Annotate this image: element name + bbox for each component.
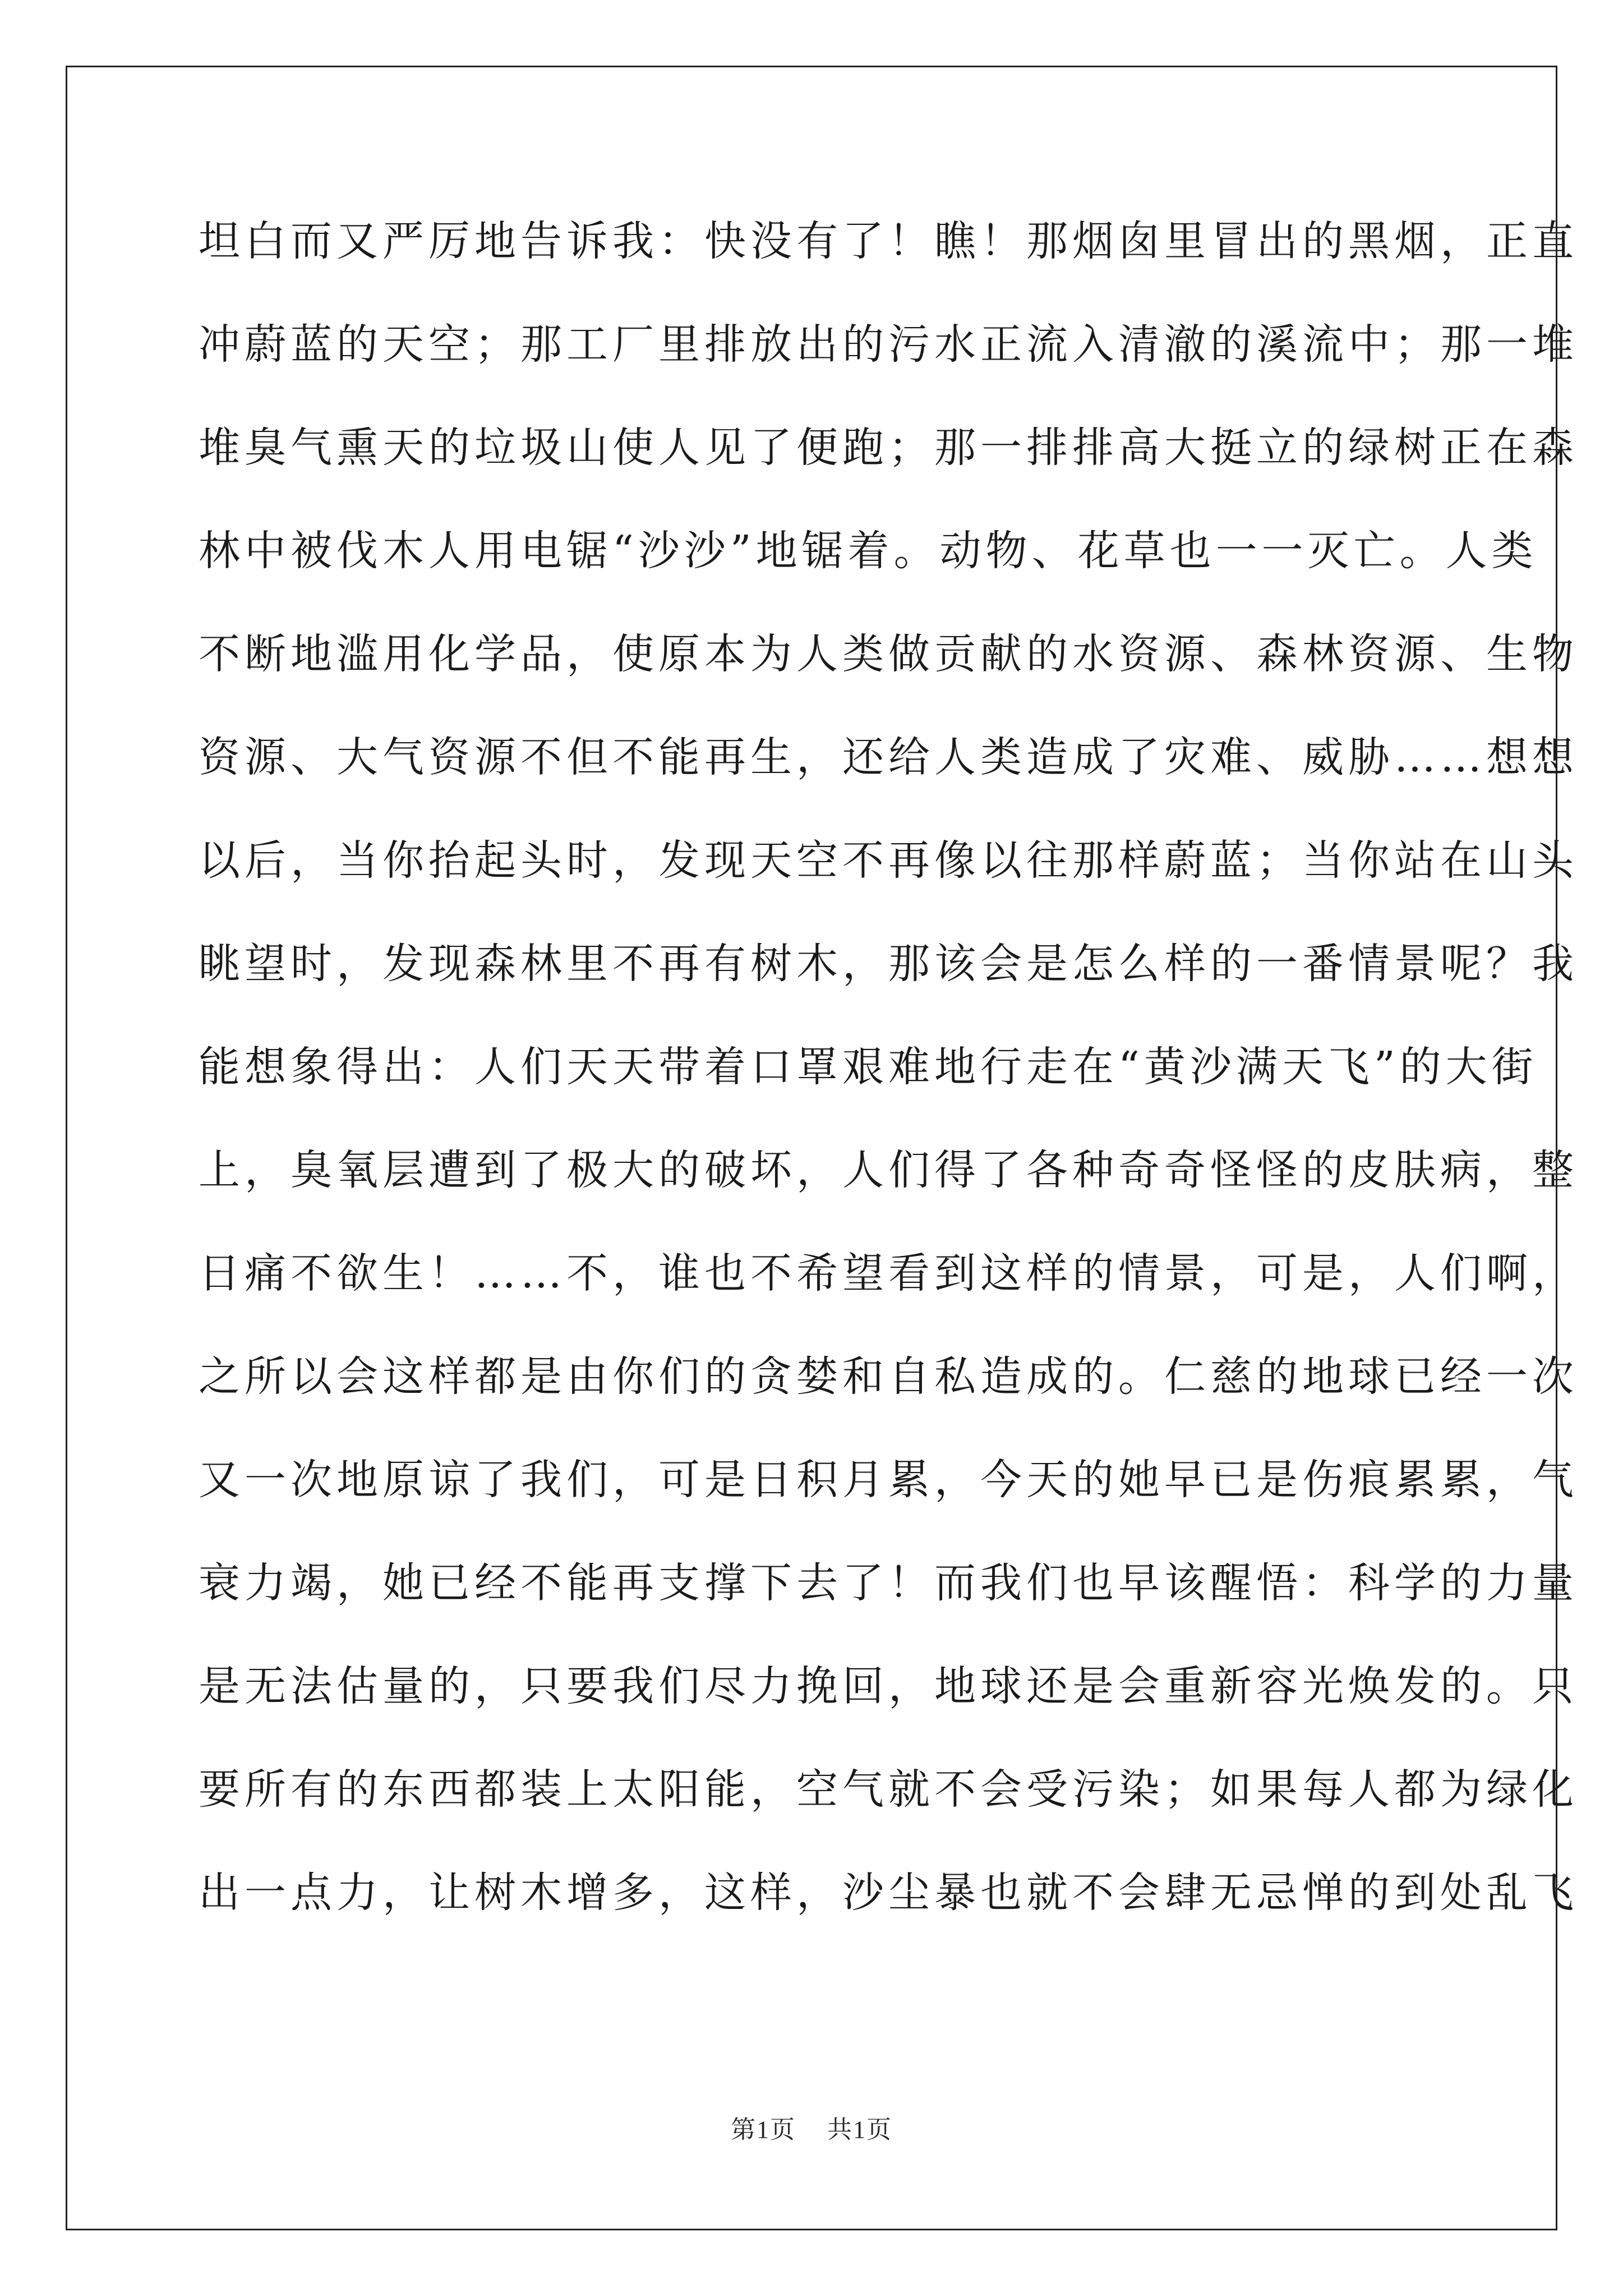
text-line: 出一点力，让树木增多，这样，沙尘暴也就不会肆无忌惮的到处乱飞	[199, 1869, 1578, 1917]
text-line: 要所有的东西都装上太阳能，空气就不会受污染；如果每人都为绿化	[199, 1765, 1578, 1814]
text-line: 日痛不欲生！……不，谁也不希望看到这样的情景，可是，人们啊，	[199, 1249, 1578, 1297]
text-line: 坦白而又严厉地告诉我：快没有了！瞧！那烟囱里冒出的黑烟，正直	[199, 217, 1578, 265]
text-line: 上，臭氧层遭到了极大的破坏，人们得了各种奇奇怪怪的皮肤病，整	[199, 1146, 1578, 1194]
text-line: 眺望时，发现森林里不再有树木，那该会是怎么样的一番情景呢？我	[199, 940, 1578, 988]
text-line: 冲蔚蓝的天空；那工厂里排放出的污水正流入清澈的溪流中；那一堆	[199, 320, 1578, 369]
text-line: 之所以会这样都是由你们的贪婪和自私造成的。仁慈的地球已经一次	[199, 1352, 1578, 1401]
text-line: 不断地滥用化学品，使原本为人类做贡献的水资源、森林资源、生物	[199, 630, 1578, 678]
page-number: 第1页	[731, 2116, 796, 2143]
page-total: 共1页	[827, 2116, 892, 2143]
page-footer	[0, 2109, 1623, 2145]
text-line: 能想象得出：人们天天带着口罩艰难地行走在“黄沙满天飞”的大街	[199, 1043, 1538, 1091]
text-line: 资源、大气资源不但不能再生，还给人类造成了灾难、威胁……想想	[199, 733, 1578, 781]
text-line: 是无法估量的，只要我们尽力挽回，地球还是会重新容光焕发的。只	[199, 1662, 1578, 1710]
text-line: 堆臭气熏天的垃圾山使人见了便跑；那一排排高大挺立的绿树正在森	[199, 424, 1578, 472]
text-line: 衰力竭，她已经不能再支撑下去了！而我们也早该醒悟：科学的力量	[199, 1559, 1578, 1607]
document-body	[199, 213, 1578, 1968]
text-line: 又一次地原谅了我们，可是日积月累，今天的她早已是伤痕累累，气	[199, 1456, 1578, 1504]
text-line: 林中被伐木人用电锯“沙沙”地锯着。动物、花草也一一灭亡。人类	[199, 527, 1538, 575]
text-line: 以后，当你抬起头时，发现天空不再像以往那样蔚蓝；当你站在山头	[199, 836, 1578, 885]
